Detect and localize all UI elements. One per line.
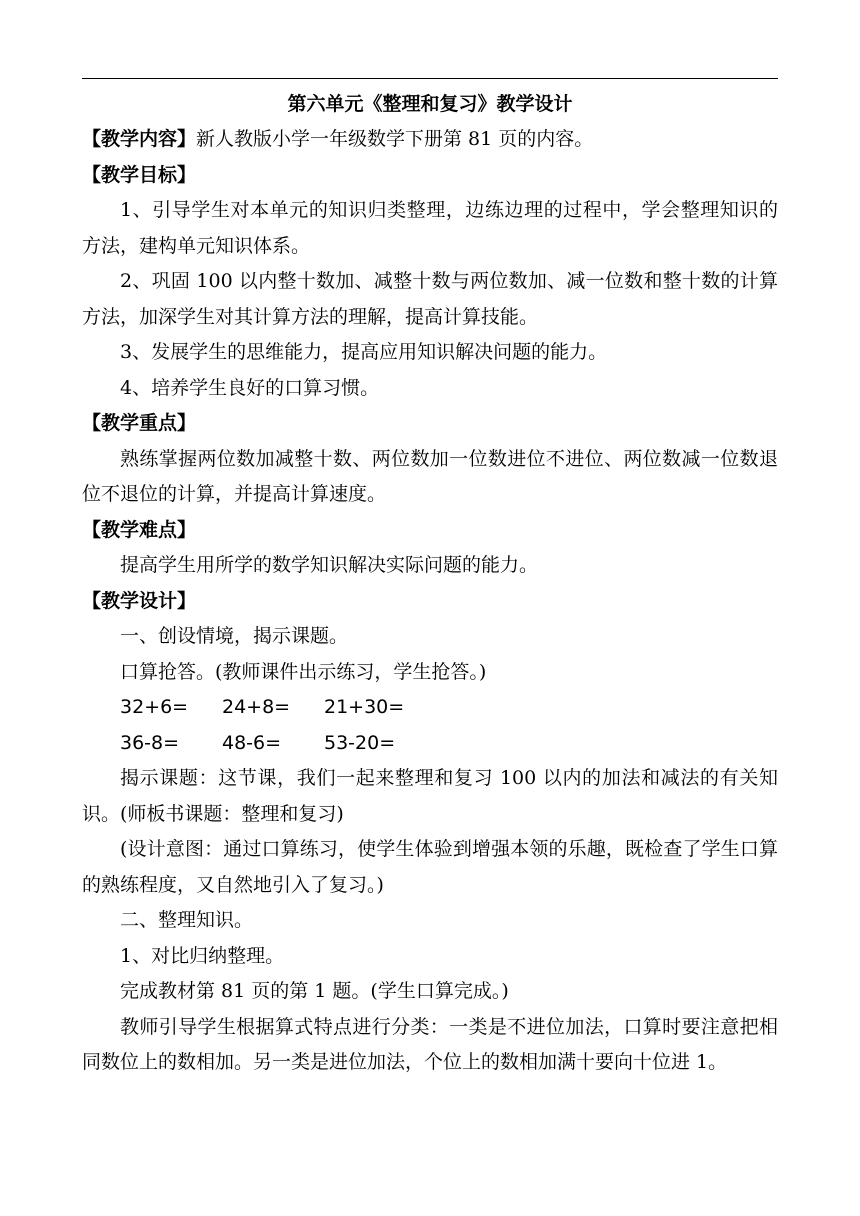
reveal-topic-paragraph: 揭示课题：这节课，我们一起来整理和复习 100 以内的加法和减法的有关知识。(师板书课题：整理和复习) [82,767,778,825]
calc-row-2 [82,726,778,762]
difficulties-text: 提高学生用所学的数学知识解决实际问题的能力。 [120,554,539,576]
goal-item-2: 2、巩固 100 以内整十数加、减整十数与两位数加、减一位数和整十数的计算方法，加深学生对其计算方法的理解，提高计算技能。 [82,270,778,328]
section-2-title: 二、整理知识。 [120,909,254,931]
header-rule [82,78,778,79]
difficulties-heading: 【教学难点】 [82,518,197,541]
teaching-content-paragraph [82,122,778,158]
key-points-heading: 【教学重点】 [82,412,197,434]
teaching-design-heading: 【教学设计】 [82,589,197,612]
section-1-title: 一、创设情境，揭示课题。 [120,625,349,647]
teacher-guide-paragraph: 教师引导学生根据算式特点进行分类：一类是不进位加法，口算时要注意把相同数位上的数相加。另一类是进位加法，个位上的数相加满十要向十位进 1。 [82,1015,778,1073]
document-title: 第六单元《整理和复习》教学设计 [287,93,573,115]
goal-item-1: 1、引导学生对本单元的知识归类整理，边练边理的过程中，学会整理知识的方法，建构单元知识体系。 [82,199,778,257]
teaching-content-heading: 【教学内容】 [82,128,197,150]
teaching-content-text: 新人教版小学一年级数学下册第 81 页的内容。 [196,128,594,150]
calc-row-1 [82,690,778,726]
exercise-paragraph: 完成教材第 81 页的第 1 题。(学生口算完成。) [120,980,509,1002]
subsection-1-title: 1、对比归纳整理。 [120,944,285,967]
teaching-goals-heading: 【教学目标】 [82,163,197,186]
calc-item: 24+8= [222,696,291,718]
oral-quiz-intro: 口算抢答。(教师课件出示练习，学生抢答。) [120,660,487,683]
calc-item: 53-20= [324,731,396,754]
calc-item: 21+30= [324,696,405,718]
goal-item-4: 4、培养学生良好的口算习惯。 [120,376,380,399]
goal-item-3: 3、发展学生的思维能力，提高应用知识解决问题的能力。 [120,341,608,363]
calc-item: 48-6= [222,731,282,754]
design-intent-paragraph: (设计意图：通过口算练习，使学生体验到增强本领的乐趣，既检查了学生口算的熟练程度，又自然地引入了复习。) [82,838,778,896]
document-body [82,86,778,1081]
calc-item: 36-8= [120,731,180,754]
calc-item: 32+6= [120,696,189,718]
key-points-text: 熟练掌握两位数加减整十数、两位数加一位数进位不进位、两位数减一位数退位不退位的计算，并提高计算速度。 [82,447,778,505]
